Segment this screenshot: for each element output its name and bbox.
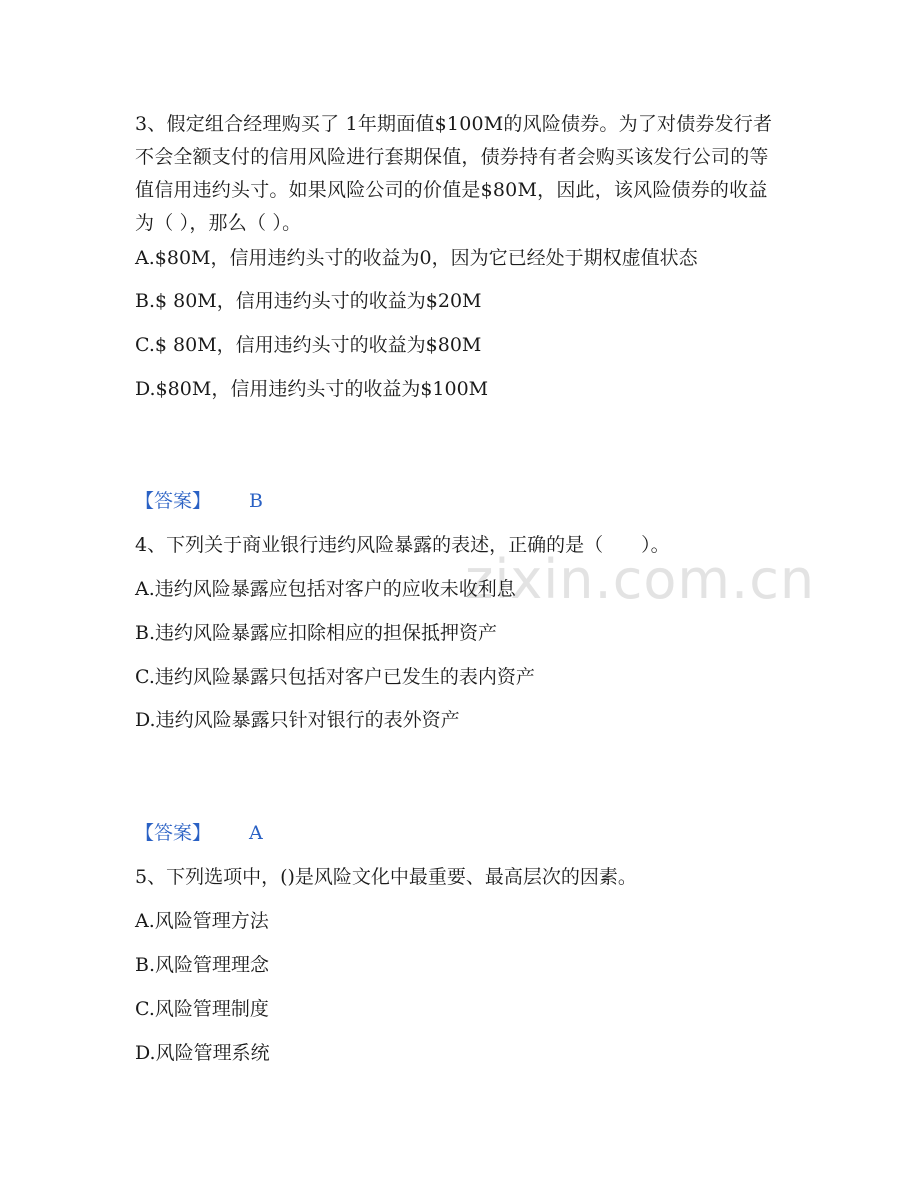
answer-value: B [249,490,263,512]
question-5-stem: 5、下列选项中，()是风险文化中最重要、最高层次的因素。 [135,866,637,888]
question-3-option-a: A.$80M，信用违约头寸的收益为0，因为它已经处于期权虚值状态 [135,247,698,269]
question-4-option-c: C.违约风险暴露只包括对客户已发生的表内资产 [135,666,535,688]
question-4-option-a: A.违约风险暴露应包括对客户的应收未收利息 [135,578,516,600]
question-3-answer [135,489,263,513]
answer-value: A [249,822,263,844]
question-4-option-b: B.违约风险暴露应扣除相应的担保抵押资产 [135,622,498,644]
question-5-option-b: B.风险管理理念 [135,954,270,976]
question-5-option-c: C.风险管理制度 [135,998,269,1020]
question-5-option-a: A.风险管理方法 [135,910,269,932]
question-4-stem: 4、下列关于商业银行违约风险暴露的表述，正确的是（ ）。 [135,534,670,556]
watermark: zixin.com.cn [465,548,816,611]
question-5-option-d: D.风险管理系统 [135,1042,270,1064]
question-4-option-d: D.违约风险暴露只针对银行的表外资产 [135,709,460,731]
answer-label: 【答案】 [135,822,212,844]
question-3-option-d: D.$80M，信用违约头寸的收益为$100M [135,378,489,400]
question-3-option-c: C.$ 80M，信用违约头寸的收益为$80M [135,334,482,356]
question-3-stem: 3、假定组合经理购买了 1年期面值$100M的风险债券。为了对债券发行者不会全额支付的信用风险进行套期保值，债券持有者会购买该发行公司的等值信用违约头寸。如果风险公司的价值是$80M，因此，该风险债券的收益为（ ），那么（ ）。 [135,113,773,234]
answer-label: 【答案】 [135,490,212,512]
question-4-answer [135,821,263,845]
question-3-option-b: B.$ 80M，信用违约头寸的收益为$20M [135,290,482,312]
